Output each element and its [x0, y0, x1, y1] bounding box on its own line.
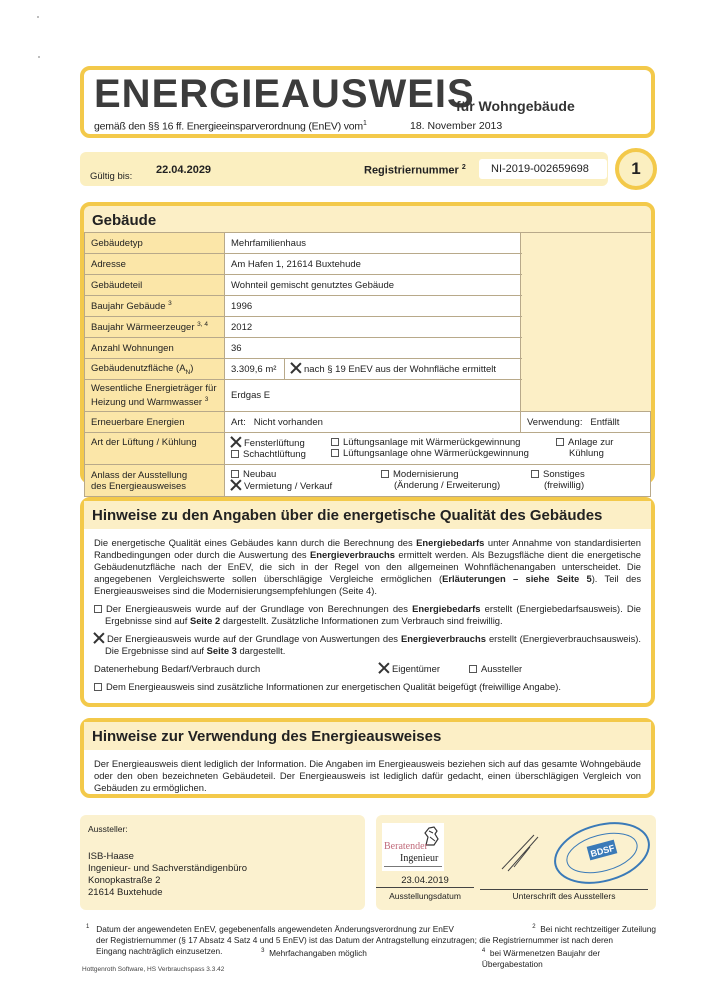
row-label: Anzahl Wohnungen [85, 338, 225, 359]
checkbox[interactable] [94, 605, 102, 613]
option-bedarfsausweis[interactable]: Der Energieausweis wurde auf der Grundlage von Berechnungen des Energiebedarfs erstellt (Energiebedarfsausweis). Die Ergebnisse sind auf Seite 2 dargestellt. Zusätzliche Informationen zum Verbrauch sind freiwillig. [94, 603, 641, 627]
checkbox[interactable] [381, 470, 389, 478]
intro-text: Die energetische Qualität eines Gebäudes kann durch die Berechnung des Energiebedarfs unter Annahme von standardisierten Randbedingungen oder durch die Auswertung des Energieverbrauchs ermittelt werden. Als Bezugsfläche dient die energetische Gebäudenutzfläche nach der EnEV, die sich in der Regel von den allgemeinen Wohnflächenangaben unterscheidet. Die angegebenen Vergleichswerte sollen überschlägige Vergleiche ermöglichen (Erläuterungen – siehe Seite 5). Teil des Energieausweises sind die Modernisierungsempfehlungen (Seite 4). [94, 537, 642, 596]
row-label: Baujahr Wärmeerzeuger $^{3, 4}$ [85, 317, 225, 338]
row-label: Baujahr Gebäude $^3$ [85, 296, 225, 317]
document-header [80, 66, 655, 138]
checkbox-checked[interactable] [231, 480, 241, 490]
checkbox[interactable] [331, 438, 339, 446]
checkbox[interactable] [556, 438, 564, 446]
row-label: Wesentliche Energieträger für Heizung und Warmwasser $^3$ [85, 380, 225, 412]
issuer-company: Ingenieur- und Sachverständigenbüro [88, 863, 247, 874]
scan-artifact [38, 56, 40, 58]
footnote-1: $^1$ Datum der angewendeten EnEV, gegebenenfalls angewendeten Änderungsverordnung zur EnEV [86, 923, 454, 934]
table-row [85, 254, 651, 275]
registration-label: Registriernummer $^2$ [364, 164, 466, 177]
building-table [84, 232, 651, 497]
document-title: ENERGIEAUSWEIS [94, 72, 475, 116]
erneuerbare-art: Art: Nicht vorhanden [225, 412, 521, 433]
table-row [85, 296, 651, 317]
checkbox[interactable] [331, 449, 339, 457]
datenerhebung-label: Datenerhebung Bedarf/Verbrauch durch [94, 663, 261, 674]
checkbox-checked[interactable] [94, 633, 104, 643]
checkbox[interactable] [469, 665, 477, 673]
checkbox-checked[interactable] [291, 363, 301, 373]
row-value: 2012 [225, 317, 521, 338]
issuer-box [80, 815, 365, 910]
row-label: Art der Lüftung / Kühlung [85, 433, 225, 465]
table-row [85, 412, 651, 433]
option-fensterlueftung[interactable]: Fensterlüftung [231, 437, 331, 449]
option-schachtlueftung[interactable]: Schachtlüftung [231, 449, 331, 460]
row-label: Gebäudeteil [85, 275, 225, 296]
option-vermietung[interactable]: Vermietung / Verkauf [231, 480, 381, 492]
svg-text:BDSF: BDSF [589, 842, 616, 859]
checkbox[interactable] [94, 683, 102, 691]
nutzflaeche-value: 3.309,6 m² [225, 359, 285, 380]
lueftung-options [225, 433, 651, 465]
footnote-3: $^3$ Mehrfachangaben möglich [261, 947, 367, 958]
validity-band [80, 152, 608, 186]
issue-date-label: Ausstellungsdatum [389, 891, 461, 901]
row-label: Adresse [85, 254, 225, 275]
signature-label: Unterschrift des Ausstellers [512, 891, 616, 901]
table-row [85, 275, 651, 296]
row-value: 36 [225, 338, 521, 359]
valid-until-value: 22.04.2029 [156, 164, 212, 176]
signature-box [376, 815, 656, 910]
section-title: Gebäude [92, 212, 157, 229]
table-row [85, 233, 651, 254]
row-value: Mehrfamilienhaus [225, 233, 521, 254]
table-row [85, 465, 651, 497]
row-value: Wohnteil gemischt genutztes Gebäude [225, 275, 521, 296]
checkbox[interactable] [231, 470, 239, 478]
section-title: Hinweise zur Verwendung des Energieausweises [84, 722, 651, 750]
option-aussteller[interactable]: Aussteller [469, 663, 522, 675]
stamp-icon [494, 817, 654, 887]
option-zusatzinfo[interactable]: Dem Energieausweis sind zusätzliche Informationen zur energetischen Qualität beigefügt (freiwillige Angabe). [94, 681, 641, 693]
issuer-label: Aussteller: [88, 824, 128, 834]
issuer-street: Konopkastraße 2 [88, 875, 161, 886]
legal-basis: gemäß den §§ 16 ff. Energieeinsparverordnung (EnEV) vom$^1$ [94, 120, 367, 133]
page-number-badge: 1 [615, 148, 657, 190]
issuer-name: ISB-Haase [88, 851, 134, 862]
option-lueftung-ohne-wrg[interactable]: Lüftungsanlage ohne Wärmerückgewinnung [331, 448, 556, 459]
registration-number: NI-2019-002659698 [479, 159, 607, 179]
checkbox[interactable] [231, 450, 239, 458]
section-title: Hinweise zu den Angaben über die energetische Qualität des Gebäudes [84, 501, 651, 529]
option-modernisierung[interactable]: Modernisierung (Änderung / Erweiterung) [381, 469, 531, 492]
option-eigentuemer[interactable]: Eigentümer [379, 663, 469, 675]
quality-notes-section [80, 497, 655, 707]
nutzflaeche-method: nach § 19 EnEV aus der Wohnfläche ermittelt [285, 359, 521, 380]
footnote-2-start: $^2$ Bei nicht rechtzeitiger Zuteilung [532, 923, 656, 934]
footnotes: $^1$ Datum der angewendeten EnEV, gegebenenfalls angewendeten Änderungsverordnung zur EnEV $^2$ Bei nicht rechtzeitiger Zuteilung der Registriernummer (§ 17 Absatz 4 Satz 4 und 5 EnEV) ist das Datum der Antragstellung einzutragen; die Registriernummer ist nach deren Eingang nachträglich einzusetzen. $^3$ Mehrfachangaben möglich $^4$ bei Wärmenetzen Baujahr der Übergabestation [86, 923, 656, 969]
building-section [80, 202, 655, 492]
option-kuehlung[interactable]: Anlage zur Kühlung [556, 437, 613, 460]
checkbox-checked[interactable] [379, 663, 389, 673]
software-credit: Hottgenroth Software, HS Verbrauchspass 3.3.42 [82, 966, 225, 973]
row-label: Gebäudetyp [85, 233, 225, 254]
datenerhebung-row [94, 663, 641, 675]
legal-date: 18. November 2013 [410, 120, 503, 132]
footnote-4: $^4$ bei Wärmenetzen Baujahr der Übergabestation [481, 947, 601, 969]
option-verbrauchsausweis[interactable]: Der Energieausweis wurde auf der Grundlage von Auswertungen des Energieverbrauchs erstellt (Energieverbrauchsausweis). Die Ergebnisse sind auf Seite 3 dargestellt. [94, 633, 641, 657]
usage-notes-section [80, 718, 655, 798]
option-sonstiges[interactable]: Sonstiges (freiwillig) [531, 469, 585, 492]
signature-stamp [494, 817, 654, 892]
issuer-city: 21614 Buxtehude [88, 887, 163, 898]
table-row [85, 338, 651, 359]
energietraeger-value: Erdgas E [225, 380, 521, 412]
scan-artifact [37, 16, 39, 18]
erneuerbare-verwendung: Verwendung: Entfällt [521, 412, 651, 433]
checkbox[interactable] [531, 470, 539, 478]
option-lueftung-mit-wrg[interactable]: Lüftungsanlage mit Wärmerückgewinnung [331, 437, 556, 448]
usage-notes-text: Der Energieausweis dient lediglich der Information. Die Angaben im Energieausweis beziehen sich auf das gesamte Wohngebäude oder den oben bezeichneten Gebäudeteil. Der Energieausweis ist lediglich dafür gedacht, einen überschlägigen Vergleich von Gebäuden zu ermöglichen. [94, 758, 641, 793]
document-subtitle: für Wohngebäude [456, 98, 575, 114]
option-neubau[interactable]: Neubau [231, 469, 381, 480]
anlass-options [225, 465, 651, 497]
row-label: Gebäudenutzfläche $(A_N)$ [85, 359, 225, 380]
beratender-ingenieur-logo: Beratender Ingenieur [382, 823, 444, 871]
table-row [85, 433, 651, 465]
row-label: Anlass der Ausstellung des Energieausweises [85, 465, 225, 497]
table-row [85, 359, 651, 380]
quality-notes-body [84, 529, 651, 707]
row-value: 1996 [225, 296, 521, 317]
footnote-2: der Registriernummer (§ 17 Absatz 4 Satz 4 und 5 EnEV) ist das Datum der Antragstellung einzutragen; die Registriernummer ist nach deren [96, 934, 613, 945]
row-label: Erneuerbare Energien [85, 412, 225, 433]
row-value: Am Hafen 1, 21614 Buxtehude [225, 254, 521, 275]
signature-line [480, 889, 648, 890]
valid-until-label: Gültig bis: [90, 171, 133, 182]
table-row [85, 317, 651, 338]
issue-date: 23.04.2019 [376, 875, 474, 888]
checkbox-checked[interactable] [231, 437, 241, 447]
table-row [85, 380, 651, 412]
